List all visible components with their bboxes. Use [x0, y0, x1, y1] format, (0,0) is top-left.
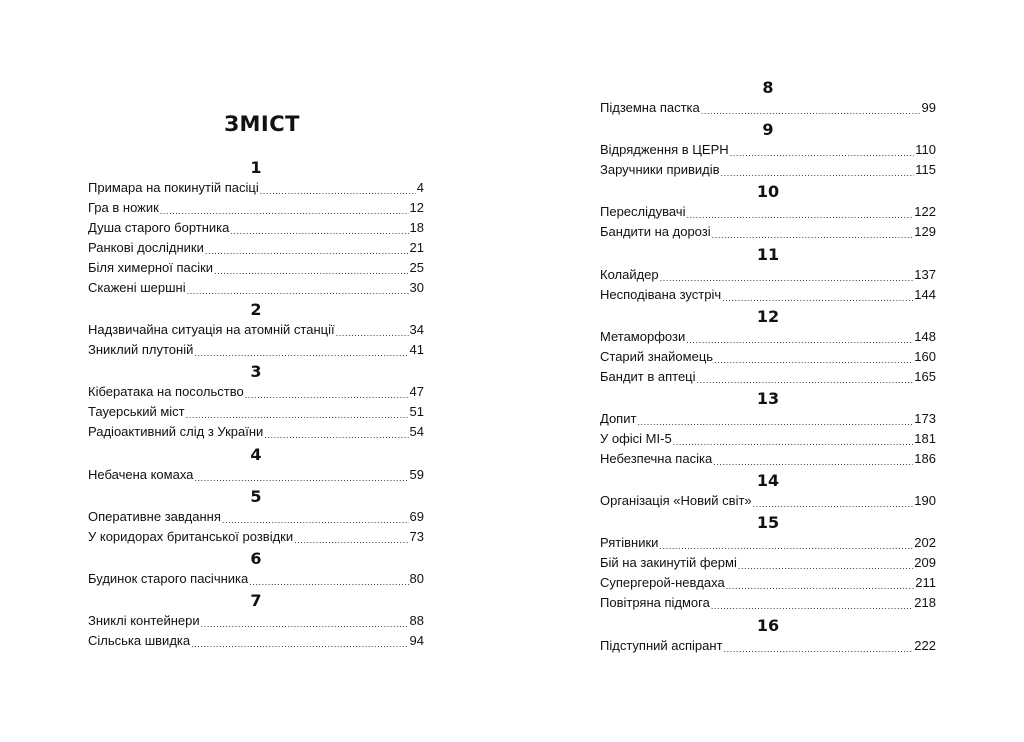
toc-entry-page-number: 30 — [409, 280, 424, 295]
dot-leader — [701, 98, 921, 118]
toc-entry-title: Допит — [600, 411, 637, 426]
dot-leader — [730, 140, 915, 160]
toc-entry[interactable] — [88, 611, 424, 631]
dot-leader — [724, 636, 914, 656]
toc-entry-page-number: 144 — [914, 286, 936, 302]
toc-entry-page-number: 181 — [914, 431, 936, 446]
toc-entry-page-number: 186 — [914, 451, 936, 466]
toc-section — [600, 389, 936, 469]
dot-leader — [726, 573, 915, 593]
dot-leader — [686, 202, 913, 222]
toc-entry-title: Небачена комаха — [88, 466, 194, 482]
toc-entry-page-number: 110 — [915, 142, 936, 158]
toc-entry-title: У коридорах британської розвідки — [88, 528, 294, 544]
section-number: 5 — [250, 486, 262, 506]
toc-section — [88, 487, 424, 547]
section-number: 4 — [250, 444, 262, 464]
dot-leader — [186, 402, 409, 422]
toc-entry-title: Біля химерної пасіки — [88, 260, 214, 275]
toc-entry[interactable] — [600, 98, 936, 118]
dot-leader — [713, 449, 913, 469]
dot-leader — [722, 285, 913, 305]
toc-entry-title: Бій на закинутій фермі — [600, 555, 737, 571]
dot-leader — [336, 320, 409, 340]
toc-entry[interactable] — [600, 160, 936, 180]
toc-entry-page-number: 18 — [409, 220, 424, 235]
toc-entry-page-number: 137 — [914, 266, 936, 282]
toc-entry[interactable] — [88, 278, 424, 298]
toc-entry-page-number: 99 — [921, 100, 936, 115]
toc-entry-title: Несподівана зустріч — [600, 286, 722, 302]
toc-entry[interactable] — [600, 533, 936, 553]
toc-entry-page-number: 12 — [409, 200, 424, 215]
dot-leader — [697, 367, 914, 387]
toc-entry[interactable] — [88, 507, 424, 527]
toc-entry-page-number: 73 — [409, 528, 424, 544]
toc-entry-title: Примара на покинутій пасіці — [88, 180, 259, 195]
dot-leader — [659, 533, 913, 553]
toc-entry-page-number: 80 — [409, 571, 424, 586]
toc-entry-page-number: 47 — [409, 384, 424, 400]
toc-entry[interactable] — [600, 491, 936, 511]
section-number: 16 — [756, 615, 780, 635]
toc-entry[interactable] — [600, 285, 936, 305]
toc-entry-page-number: 54 — [409, 424, 424, 440]
toc-section — [600, 616, 936, 656]
toc-entry-title: Бандити на дорозі — [600, 224, 711, 240]
dot-leader — [201, 611, 409, 631]
toc-entry[interactable] — [600, 367, 936, 387]
toc-entry[interactable] — [600, 409, 936, 429]
section-number: 8 — [762, 78, 774, 97]
toc-entry[interactable] — [600, 573, 936, 593]
toc-entry-title: Підземна пастка — [600, 100, 700, 115]
toc-entry-title: Переслідувачі — [600, 204, 686, 220]
toc-entry[interactable] — [88, 258, 424, 278]
toc-section — [88, 158, 424, 298]
toc-section — [600, 120, 936, 180]
toc-entry-page-number: 160 — [914, 348, 936, 364]
section-number: 11 — [756, 244, 780, 264]
dot-leader — [245, 382, 409, 402]
toc-entry[interactable] — [88, 569, 424, 589]
toc-entry-page-number: 94 — [409, 633, 424, 649]
dot-leader — [194, 465, 408, 485]
dot-leader — [711, 593, 913, 613]
dot-leader — [712, 222, 914, 242]
toc-entry[interactable] — [600, 265, 936, 285]
toc-entry-title: Сільська швидка — [88, 633, 191, 649]
toc-entry-title: Тауерський міст — [88, 404, 185, 420]
toc-entry-page-number: 190 — [914, 493, 936, 509]
toc-entry-page-number: 209 — [914, 555, 936, 571]
toc-entry[interactable] — [600, 593, 936, 613]
toc-section — [600, 182, 936, 242]
dot-leader — [738, 553, 913, 573]
toc-entry[interactable] — [88, 238, 424, 258]
toc-entry[interactable] — [600, 140, 936, 160]
dot-leader — [222, 507, 409, 527]
toc-entry-page-number: 34 — [409, 322, 424, 338]
dot-leader — [714, 347, 913, 367]
toc-entry-title: Супергерой-невдаха — [600, 575, 725, 591]
toc-entry-title: Ранкові дослідники — [88, 240, 204, 255]
toc-entry-title: Метаморфози — [600, 328, 686, 344]
toc-entry-title: Старий знайомець — [600, 348, 714, 364]
toc-section — [600, 471, 936, 511]
section-number: 13 — [756, 389, 780, 408]
toc-entry-title: Зниклий плутоній — [88, 342, 194, 358]
toc-entry-title: Відрядження в ЦЕРН — [600, 142, 729, 158]
toc-entry-title: Душа старого бортника — [88, 220, 230, 235]
toc-entry[interactable] — [600, 449, 936, 469]
dot-leader — [673, 429, 914, 449]
toc-entry-page-number: 218 — [914, 595, 936, 611]
toc-section — [88, 445, 424, 485]
toc-section — [88, 591, 424, 651]
toc-entry-page-number: 4 — [416, 180, 424, 195]
toc-entry-title: Бандит в аптеці — [600, 368, 696, 384]
toc-entry-page-number: 25 — [409, 260, 424, 275]
toc-entry[interactable] — [88, 465, 424, 485]
toc-entry-title: Колайдер — [600, 266, 659, 282]
toc-entry[interactable] — [88, 402, 424, 422]
toc-entry-title: Підступний аспірант — [600, 637, 723, 653]
toc-section — [600, 513, 936, 613]
dot-leader — [249, 569, 408, 589]
dot-leader — [264, 422, 408, 442]
toc-entry-title: Скажені шершні — [88, 280, 186, 295]
toc-entry[interactable] — [88, 320, 424, 340]
section-number: 10 — [756, 182, 780, 202]
section-number: 9 — [762, 120, 774, 140]
dot-leader — [230, 218, 408, 238]
dot-leader — [187, 278, 409, 298]
toc-entry[interactable] — [600, 429, 936, 449]
toc-entry-page-number: 41 — [409, 342, 424, 358]
toc-entry-page-number: 211 — [915, 575, 936, 591]
toc-entry-page-number: 129 — [914, 224, 936, 240]
page-title: ЗМІСТ — [224, 112, 300, 136]
toc-entry-title: Кібератака на посольство — [88, 384, 244, 400]
toc-entry[interactable] — [88, 218, 424, 238]
toc-entry-title: Радіоактивний слід з України — [88, 424, 264, 440]
toc-entry[interactable] — [600, 636, 936, 656]
toc-entry[interactable] — [600, 553, 936, 573]
section-number: 7 — [250, 591, 262, 611]
toc-entry[interactable] — [600, 347, 936, 367]
dot-leader — [721, 160, 915, 180]
toc-entry-title: Будинок старого пасічника — [88, 571, 249, 586]
toc-entry-page-number: 21 — [409, 240, 424, 255]
toc-entry-page-number: 51 — [409, 404, 424, 420]
toc-entry[interactable] — [88, 631, 424, 651]
section-number: 15 — [756, 513, 780, 533]
dot-leader — [294, 527, 408, 547]
section-number: 14 — [756, 471, 780, 491]
section-number: 6 — [250, 549, 262, 568]
toc-entry[interactable] — [88, 422, 424, 442]
toc-entry[interactable] — [88, 382, 424, 402]
dot-leader — [753, 491, 914, 511]
section-number: 1 — [250, 158, 262, 177]
toc-section — [88, 300, 424, 360]
toc-entry-page-number: 202 — [914, 535, 936, 551]
dot-leader — [686, 327, 913, 347]
toc-entry-page-number: 59 — [409, 466, 424, 482]
toc-entry-title: Зниклі контейнери — [88, 613, 200, 629]
toc-entry[interactable] — [600, 202, 936, 222]
toc-entry-title: Повітряна підмога — [600, 595, 710, 611]
dot-leader — [260, 178, 416, 198]
toc-entry-title: Заручники привидів — [600, 162, 720, 178]
toc-section — [600, 307, 936, 387]
dot-leader — [205, 238, 409, 258]
toc-entry-page-number: 148 — [914, 328, 936, 344]
toc-entry-title: Надзвичайна ситуація на атомній станції — [88, 322, 335, 338]
toc-entry[interactable] — [88, 527, 424, 547]
dot-leader — [194, 340, 408, 360]
toc-entry-page-number: 165 — [914, 368, 936, 384]
toc-entry-title: Організація «Новий світ» — [600, 493, 752, 509]
dot-leader — [160, 198, 409, 218]
section-number: 2 — [250, 300, 262, 320]
toc-entry-title: Рятівники — [600, 535, 659, 551]
dot-leader — [637, 409, 913, 429]
toc-entry-title: Небезпечна пасіка — [600, 451, 713, 466]
toc-entry[interactable] — [600, 222, 936, 242]
section-number: 12 — [756, 306, 780, 326]
toc-section — [600, 78, 936, 118]
toc-entry[interactable] — [88, 198, 424, 218]
toc-entry-page-number: 173 — [914, 411, 936, 426]
toc-entry-title: Оперативне завдання — [88, 508, 221, 524]
toc-entry-page-number: 69 — [409, 508, 424, 524]
toc-entry[interactable] — [88, 178, 424, 198]
toc-entry-page-number: 222 — [914, 637, 936, 653]
toc-entry-page-number: 115 — [915, 162, 936, 178]
toc-section — [88, 549, 424, 589]
dot-leader — [660, 265, 914, 285]
dot-leader — [191, 631, 408, 651]
toc-entry-title: У офісі МІ-5 — [600, 431, 672, 446]
toc-entry-page-number: 88 — [409, 613, 424, 629]
section-number: 3 — [250, 362, 262, 382]
toc-section — [88, 362, 424, 442]
toc-entry-page-number: 122 — [914, 204, 936, 220]
dot-leader — [214, 258, 408, 278]
toc-entry-title: Гра в ножик — [88, 200, 159, 215]
toc-entry[interactable] — [600, 327, 936, 347]
toc-entry[interactable] — [88, 340, 424, 360]
toc-section — [600, 245, 936, 305]
